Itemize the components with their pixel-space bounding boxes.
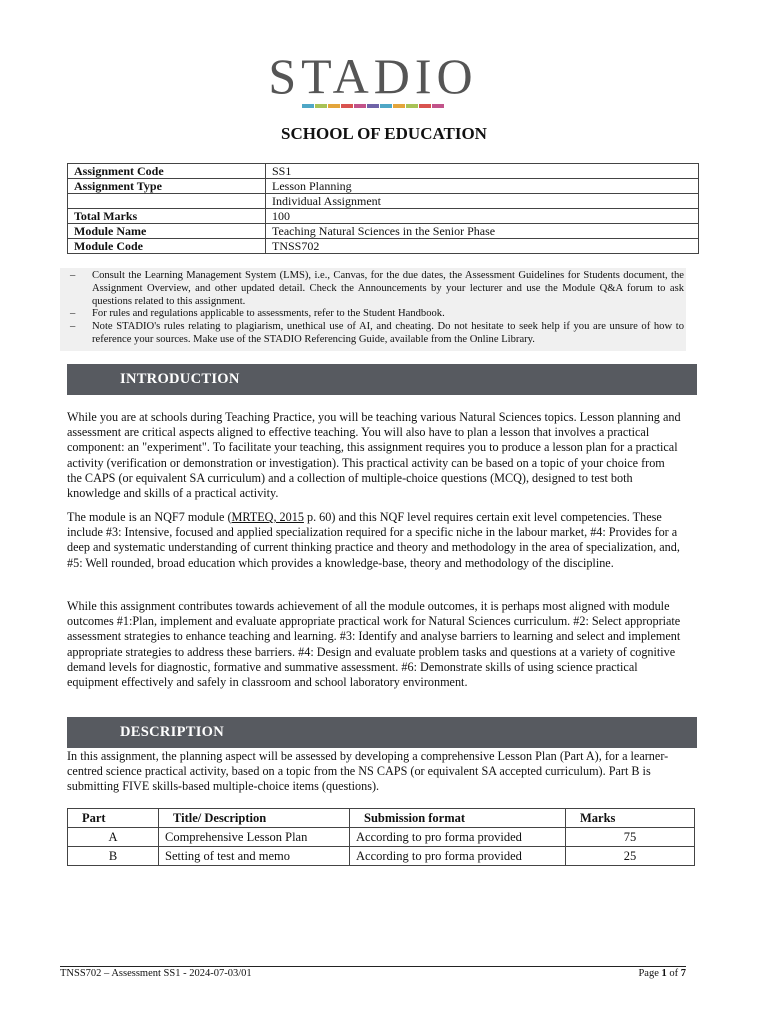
intro-paragraph-1: While you are at schools during Teaching Practice, you will be teaching various Natural Sciences topics. Lesson planning and assessment are critical aspects aligned to effective teaching. You will also have to plan a lesson that involves a practical component: an "experiment". To facilitate your teaching, this assignment requires you to produce a lesson plan for a practical activity (verification or demonstration or investigation). This practical activity can be based on a topic of your choice from the CAPS (or equivalent SA curriculum) and a collection of multiple-choice questions (MCQ), designed to test both knowledge and skills of a practical activity. [67,410,681,501]
note-text: Note STADIO's rules relating to plagiarism, unethical use of AI, and cheating. Do not hesitate to seek help if you are unsure of how to reference your sources. Make use of the STADIO Referencing Guide, available from the Online Library. [92,321,684,345]
page-label: Page [638,968,659,979]
logo-color-segment [367,104,379,108]
table-cell: Setting of test and memo [159,847,350,866]
table-header-row [68,809,695,828]
info-value: TNSS702 [266,239,699,254]
table-row [68,239,699,254]
logo-color-segment [302,104,314,108]
logo-color-segment [419,104,431,108]
logo-color-segment [380,104,392,108]
intro-paragraph-3: While this assignment contributes towards achievement of all the module outcomes, it is perhaps most aligned with module outcomes #1:Plan, implement and evaluate appropriate practical work for Natural Sciences curriculum. #2: Select appropriate assessment strategies to enhance teaching and learning. #3: Identify and analyse barriers to learning and select and implement appropriate strategies to address these barriers. #4: Design and evaluate problem tasks and questions at a variety of cognitive demand levels for diagnostic, formative and summative assessment. #6: Demonstrate skills of using science practical equipment effectively and safely in classroom and school laboratory environment. [67,599,681,690]
column-header: Marks [566,809,695,828]
table-cell: 75 [566,828,695,847]
dash-bullet: – [70,321,76,333]
column-header: Part [68,809,159,828]
info-key: Module Name [68,224,266,239]
list-item [60,308,686,321]
logo-color-segment [406,104,418,108]
section-heading-text: INTRODUCTION [120,371,240,387]
logo-color-segment [393,104,405,108]
table-row [68,179,699,194]
footer-doc-id: TNSS702 – Assessment SS1 - 2024-07-03/01 [60,968,252,979]
page-current: 1 [661,968,667,979]
column-header: Title/ Description [159,809,350,828]
dash-bullet: – [70,270,76,281]
description-heading [67,717,697,748]
page-total: 7 [680,968,686,979]
column-header: Submission format [350,809,566,828]
logo-color-segment [315,104,327,108]
intro-paragraph-2 [67,510,681,571]
info-value: Individual Assignment [266,194,699,209]
logo-color-segment [432,104,444,108]
stadio-logo [258,50,488,108]
school-title: SCHOOL OF EDUCATION [281,124,487,143]
introduction-heading [67,364,697,395]
info-value: SS1 [266,164,699,179]
text-segment: p. 60) and this NQF level requires certain exit level competencies. These include #3: Intensive, focused and applied specialization required for a specific niche in the labour market, #4: Provides for a deep and systematic understanding of current thinking practice and theory and methodology in the area of specialization, and, #5: Well rounded, broad education which provides a knowledge-base, theory and methodology of the discipline. [67,510,680,570]
table-row [68,209,699,224]
list-item [60,321,686,347]
table-row [68,847,695,866]
mrteq-link[interactable]: MRTEQ, 2015 [231,510,304,524]
logo-color-bar [258,104,488,108]
parts-table [67,808,695,866]
list-item [60,270,686,308]
info-key: Assignment Type [68,179,266,194]
info-key [68,194,266,209]
section-heading-text: DESCRIPTION [120,724,225,740]
of-label: of [669,968,679,979]
info-value: Teaching Natural Sciences in the Senior Phase [266,224,699,239]
table-cell: 25 [566,847,695,866]
info-key: Module Code [68,239,266,254]
table-cell: A [68,828,159,847]
page-number [638,968,686,979]
table-row [68,224,699,239]
logo-text: STADIO [268,48,478,104]
page-footer [60,966,686,979]
logo-color-segment [341,104,353,108]
table-row [68,828,695,847]
assignment-info-table [67,163,699,254]
table-row [68,164,699,179]
info-key: Total Marks [68,209,266,224]
table-cell: Comprehensive Lesson Plan [159,828,350,847]
table-row [68,194,699,209]
logo-color-segment [354,104,366,108]
logo-color-segment [328,104,340,108]
description-paragraph: In this assignment, the planning aspect will be assessed by developing a comprehensive Lesson Plan (Part A), for a learner-centred science practical activity, based on a topic from the NS CAPS (or equivalent SA accepted curriculum). Part B is submitting FIVE skills-based multiple-choice items (questions). [67,749,669,794]
note-text: For rules and regulations applicable to assessments, refer to the Student Handbook. [92,308,445,320]
info-value: Lesson Planning [266,179,699,194]
info-key: Assignment Code [68,164,266,179]
note-text: Consult the Learning Management System (LMS), i.e., Canvas, for the due dates, the Assessment Guidelines for Students document, the Assignment Overview, and other updated detail. Check the Announcements by your lecturer and use the Module Q&A forum to ask questions related to this assignment. [92,270,684,307]
table-cell: According to pro forma provided [350,828,566,847]
text-segment: The module is an NQF7 module ( [67,510,232,524]
assignment-notes [60,268,686,351]
table-cell: According to pro forma provided [350,847,566,866]
dash-bullet: – [70,308,76,320]
table-cell: B [68,847,159,866]
info-value: 100 [266,209,699,224]
